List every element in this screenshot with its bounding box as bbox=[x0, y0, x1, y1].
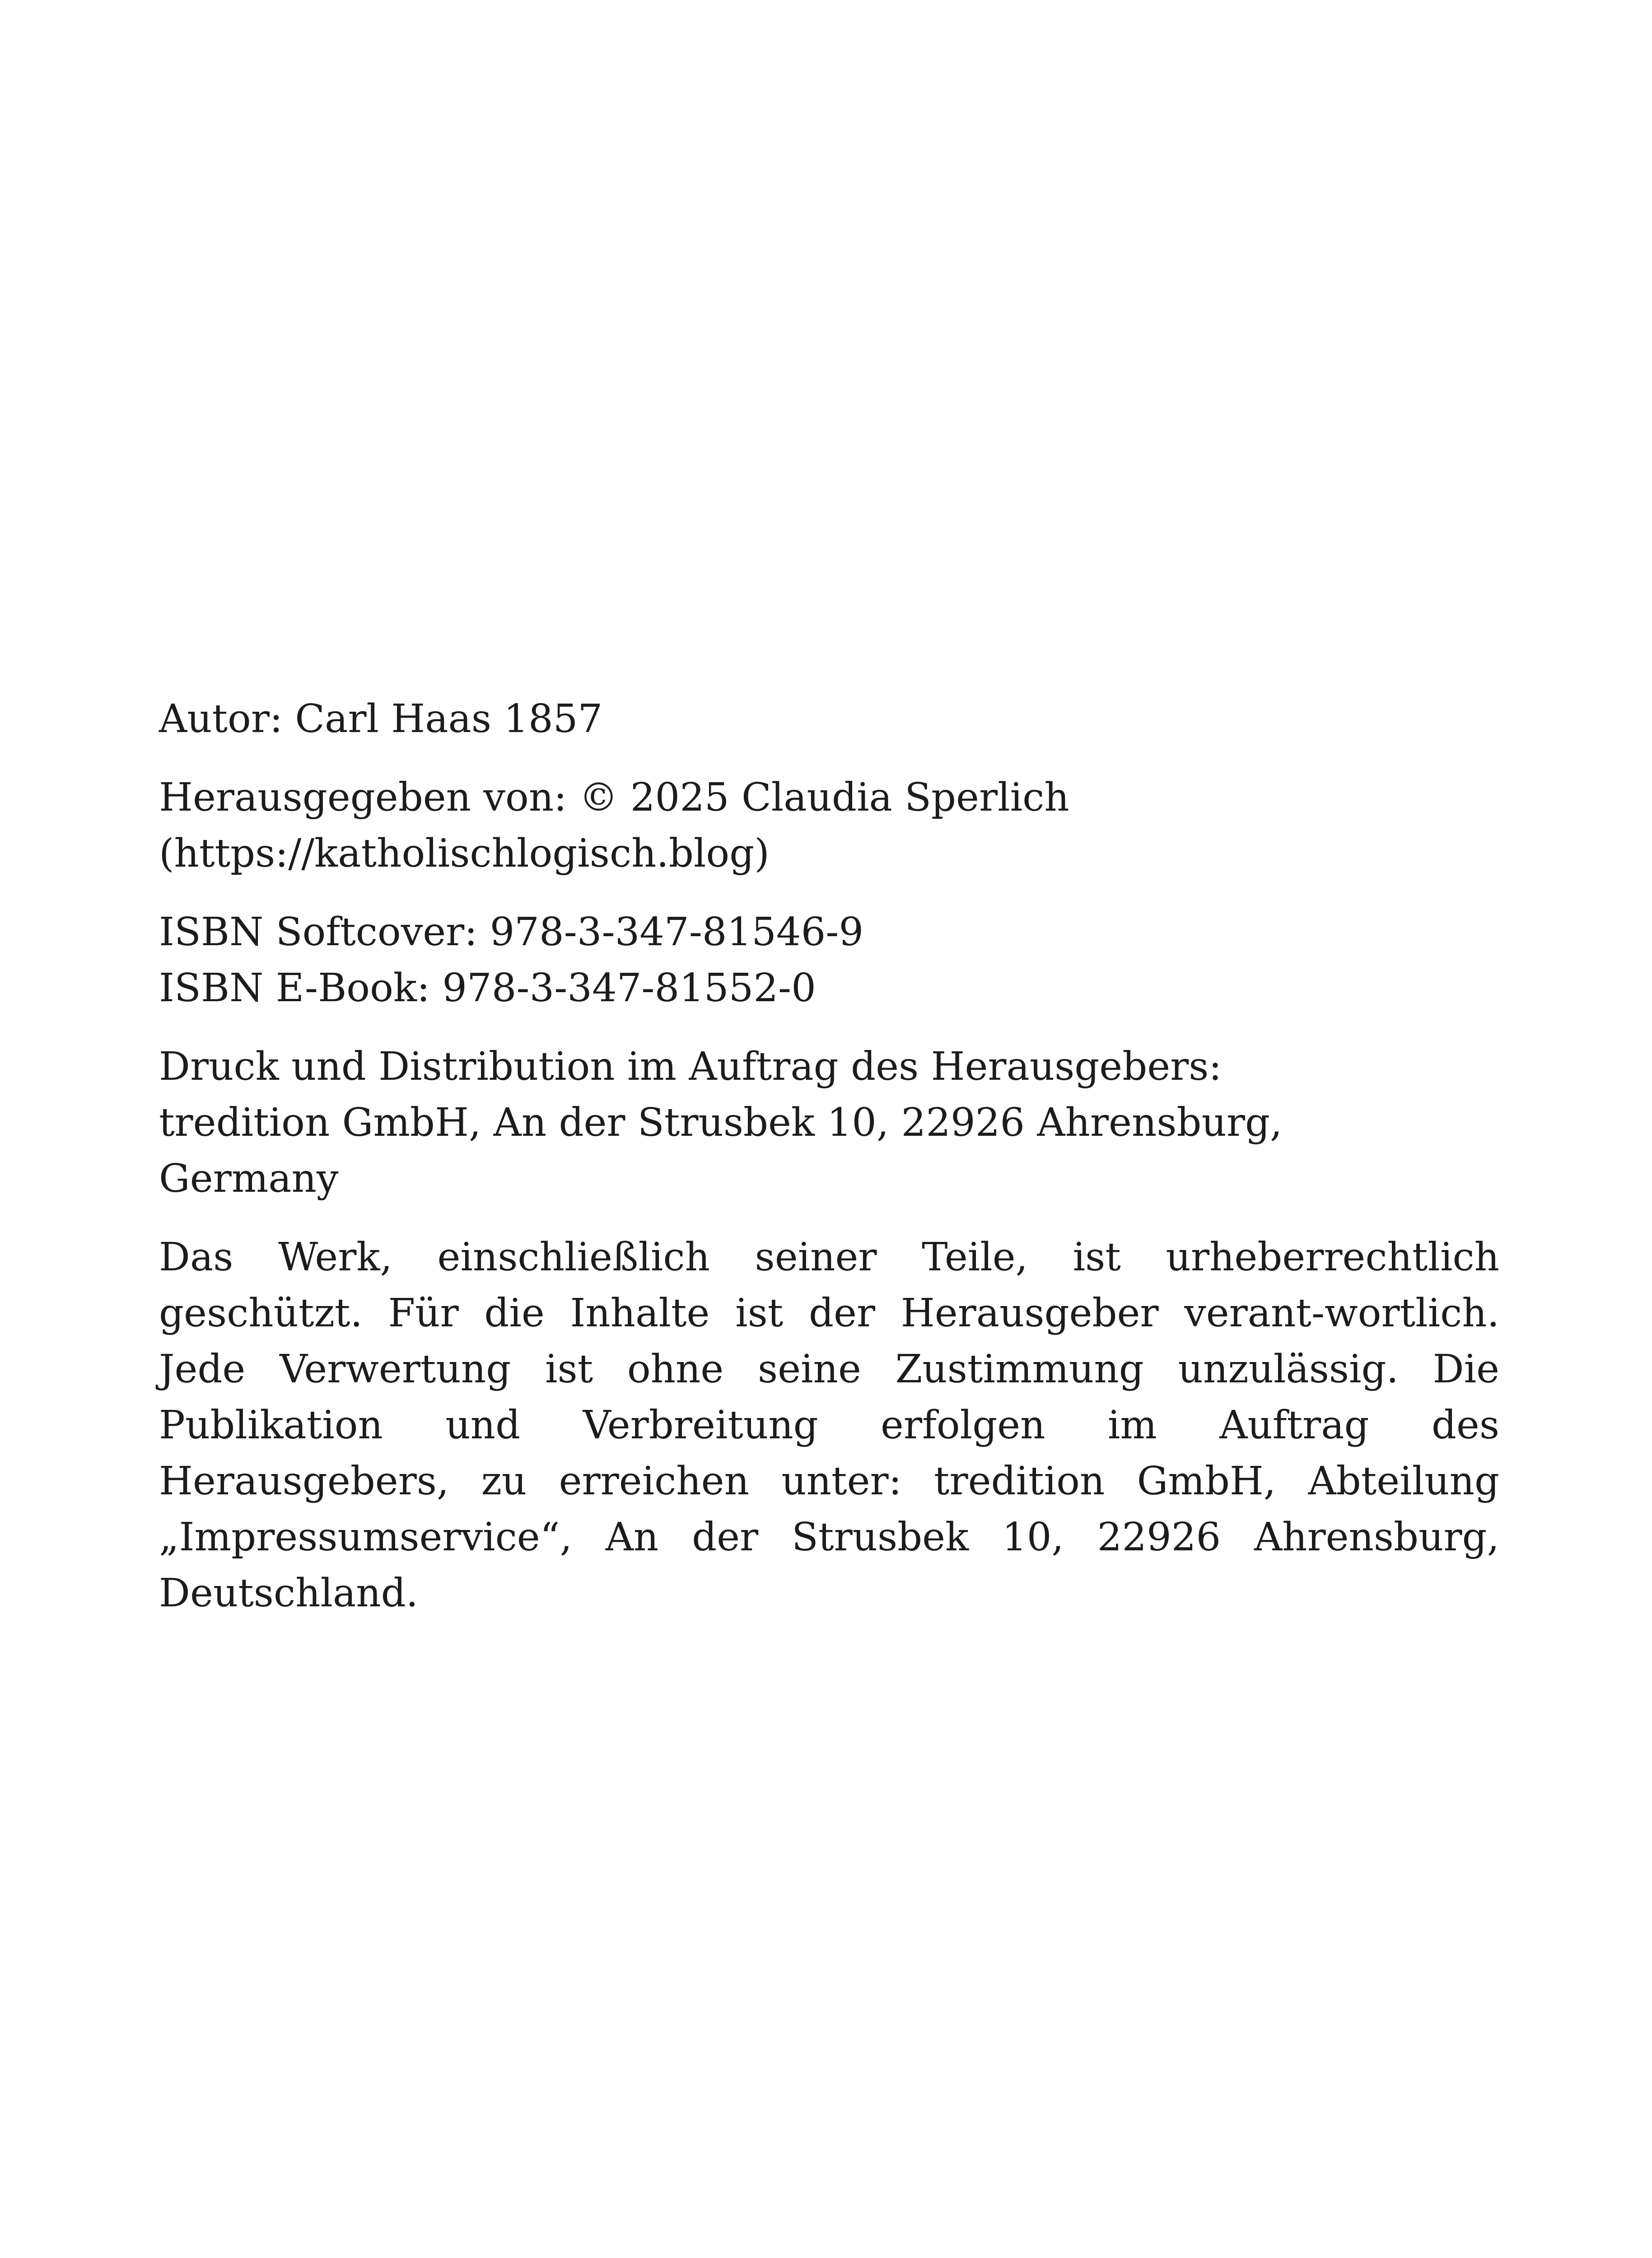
isbn-softcover: ISBN Softcover: 978-3-347-81546-9 bbox=[159, 910, 864, 955]
distribution-line-1: Druck und Distribution im Auftrag des Herausgebers: bbox=[159, 1044, 1222, 1089]
isbn-block bbox=[159, 904, 1499, 1016]
distribution-line-2: tredition GmbH, An der Strusbek 10, 22926 Ahrensburg, bbox=[159, 1100, 1283, 1145]
imprint-block bbox=[159, 691, 1499, 1621]
legal-notice: Das Werk, einschließlich seiner Teile, ist urheberrechtlich geschützt. Für die Inhalte ist der Herausgeber verant-wortlich. Jede Verwertung ist ohne seine Zustimmung unzulässig. Die Publikation und Verbreitung erfolgen im Auftrag des Herausgebers, zu erreichen unter: tredition GmbH, Abteilung „Impressumservice“, An der Strusbek 10, 22926 Ahrensburg, Deutschland. bbox=[159, 1235, 1499, 1616]
distribution-line-3: Germany bbox=[159, 1156, 339, 1201]
publisher-line: Herausgegeben von: © 2025 Claudia Sperlich bbox=[159, 775, 1069, 820]
distribution-block bbox=[159, 1039, 1499, 1207]
author-line: Autor: Carl Haas 1857 bbox=[159, 696, 603, 742]
publisher-block bbox=[159, 770, 1499, 882]
publisher-url: (https://katholischlogisch.blog) bbox=[159, 831, 770, 876]
isbn-ebook: ISBN E-Book: 978-3-347-81552-0 bbox=[159, 966, 816, 1011]
